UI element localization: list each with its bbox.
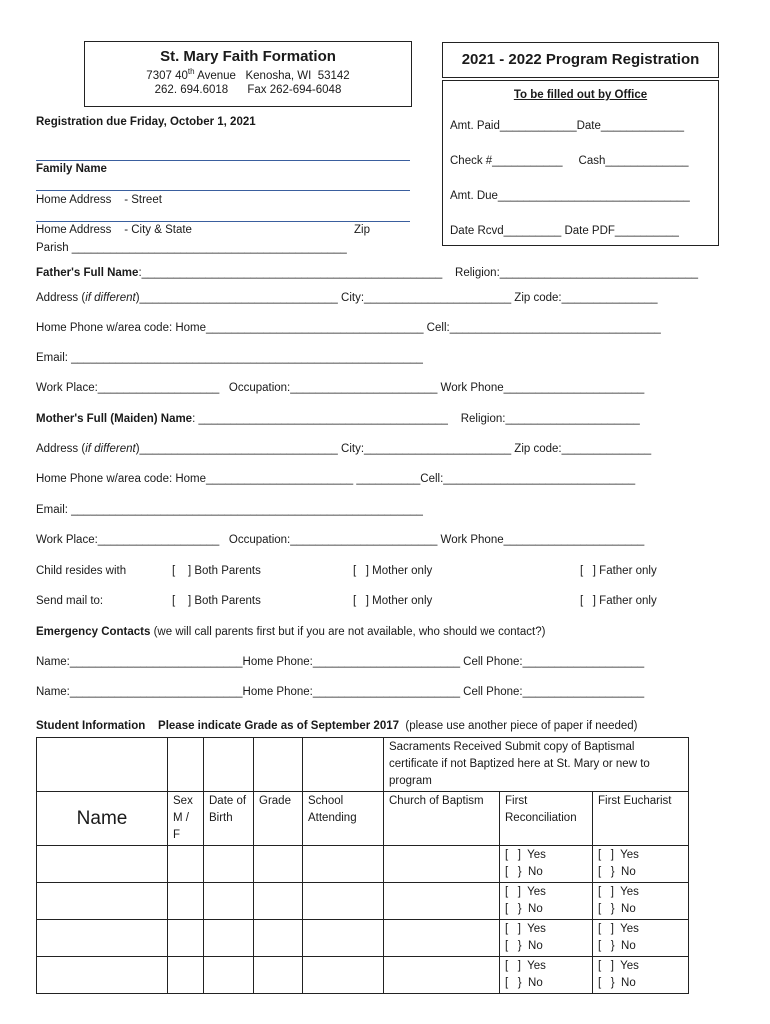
resides-both-checkbox[interactable]: [ ] Both Parents bbox=[172, 565, 261, 577]
euch-no[interactable]: [ } No bbox=[598, 903, 636, 915]
city-state-label: Home Address - City & State bbox=[36, 224, 192, 236]
col-reconciliation: First Reconciliation bbox=[500, 792, 593, 846]
parish-field[interactable]: Parish ___________________________________________ bbox=[36, 242, 347, 254]
father-work-row[interactable]: Work Place:___________________ Occupation:_______________________ Work Phone______________________ bbox=[36, 382, 645, 394]
euch-yes[interactable]: [ ] Yes bbox=[598, 923, 639, 935]
sacraments-note: Sacraments Received Submit copy of Baptismal certificate if not Baptized here at St. Mary or new to program bbox=[384, 738, 689, 792]
zip-label: Zip bbox=[354, 224, 370, 236]
euch-yes[interactable]: [ ] Yes bbox=[598, 960, 639, 972]
col-church: Church of Baptism bbox=[384, 792, 500, 846]
mail-both-checkbox[interactable]: [ ] Both Parents bbox=[172, 595, 261, 607]
mail-father-checkbox[interactable]: [ ] Father only bbox=[580, 595, 657, 607]
father-address-row[interactable]: Address (if different)_______________________________ City:_______________________ Zip code:_______________ bbox=[36, 292, 658, 304]
euch-no[interactable]: [ } No bbox=[598, 866, 636, 878]
recon-yes[interactable]: [ ] Yes bbox=[505, 849, 546, 861]
program-title: 2021 - 2022 Program Registration bbox=[461, 51, 700, 68]
table-header-row bbox=[37, 792, 689, 846]
col-dob: Date of Birth bbox=[204, 792, 254, 846]
euch-yes[interactable]: [ ] Yes bbox=[598, 849, 639, 861]
father-name-row[interactable]: Father's Full Name:_______________________________________________ Religion:_______________________________ bbox=[36, 267, 699, 279]
recon-no[interactable]: [ } No bbox=[505, 977, 543, 989]
recon-no[interactable]: [ } No bbox=[505, 866, 543, 878]
parish-address: 7307 40th Avenue Kenosha, WI 53142 bbox=[146, 67, 350, 82]
mail-mother-checkbox[interactable]: [ ] Mother only bbox=[353, 595, 433, 607]
street-line[interactable] bbox=[36, 190, 410, 191]
col-grade: Grade bbox=[254, 792, 303, 846]
mother-phone-row[interactable]: Home Phone w/area code: Home_______________________ __________Cell:______________________________ bbox=[36, 473, 636, 485]
resides-label: Child resides with bbox=[36, 565, 127, 577]
parish-phone: 262. 694.6018 Fax 262-694-6048 bbox=[154, 83, 342, 96]
euch-no[interactable]: [ } No bbox=[598, 940, 636, 952]
col-eucharist: First Eucharist bbox=[593, 792, 689, 846]
mother-address-row[interactable]: Address (if different)_______________________________ City:_______________________ Zip code:______________ bbox=[36, 443, 652, 455]
mother-name-row[interactable]: Mother's Full (Maiden) Name: _______________________________________ Religion:_____________________ bbox=[36, 413, 640, 425]
recon-no[interactable]: [ } No bbox=[505, 903, 543, 915]
emergency-contact-1[interactable]: Name:___________________________Home Phone:_______________________ Cell Phone:___________________ bbox=[36, 656, 645, 668]
student-table bbox=[36, 737, 689, 994]
parish-header-box bbox=[84, 41, 412, 107]
table-row[interactable] bbox=[37, 957, 689, 994]
emergency-heading-row: Emergency Contacts (we will call parents first but if you are not available, who should we contact?) bbox=[36, 626, 546, 638]
office-amt-due: Amt. Due______________________________ bbox=[450, 190, 690, 202]
family-name-label: Family Name bbox=[36, 163, 107, 175]
father-phone-row[interactable]: Home Phone w/area code: Home__________________________________ Cell:_________________________________ bbox=[36, 322, 661, 334]
recon-yes[interactable]: [ ] Yes bbox=[505, 923, 546, 935]
table-row[interactable] bbox=[37, 920, 689, 957]
col-name: Name bbox=[37, 792, 168, 846]
resides-father-checkbox[interactable]: [ ] Father only bbox=[580, 565, 657, 577]
org-name: St. Mary Faith Formation bbox=[160, 48, 336, 65]
mail-label: Send mail to: bbox=[36, 595, 104, 607]
program-title-box bbox=[442, 42, 719, 78]
sacraments-note-row bbox=[37, 738, 689, 792]
col-sex: Sex M / F bbox=[168, 792, 204, 846]
family-name-line[interactable] bbox=[36, 160, 410, 161]
street-label: Home Address - Street bbox=[36, 194, 162, 206]
euch-yes[interactable]: [ ] Yes bbox=[598, 886, 639, 898]
table-row[interactable] bbox=[37, 883, 689, 920]
father-email-row[interactable]: Email: _______________________________________________________ bbox=[36, 352, 423, 364]
table-row[interactable] bbox=[37, 846, 689, 883]
recon-yes[interactable]: [ ] Yes bbox=[505, 886, 546, 898]
recon-no[interactable]: [ } No bbox=[505, 940, 543, 952]
mother-work-row[interactable]: Work Place:___________________ Occupation:_______________________ Work Phone______________________ bbox=[36, 534, 645, 546]
student-heading-row: Student Information Please indicate Grade as of September 2017 (please use another piece of paper if needed) bbox=[36, 720, 638, 732]
euch-no[interactable]: [ } No bbox=[598, 977, 636, 989]
emergency-contact-2[interactable]: Name:___________________________Home Phone:_______________________ Cell Phone:___________________ bbox=[36, 686, 645, 698]
office-amt-paid: Amt. Paid____________Date_____________ bbox=[450, 120, 685, 132]
registration-due: Registration due Friday, October 1, 2021 bbox=[36, 116, 256, 128]
recon-yes[interactable]: [ ] Yes bbox=[505, 960, 546, 972]
office-check: Check #___________ Cash_____________ bbox=[450, 155, 689, 167]
resides-mother-checkbox[interactable]: [ ] Mother only bbox=[353, 565, 433, 577]
office-date-rcvd: Date Rcvd_________ Date PDF__________ bbox=[450, 225, 679, 237]
office-heading: To be filled out by Office bbox=[513, 89, 648, 101]
city-line[interactable] bbox=[36, 221, 410, 222]
mother-email-row[interactable]: Email: _______________________________________________________ bbox=[36, 504, 423, 516]
col-school: School Attending bbox=[303, 792, 384, 846]
